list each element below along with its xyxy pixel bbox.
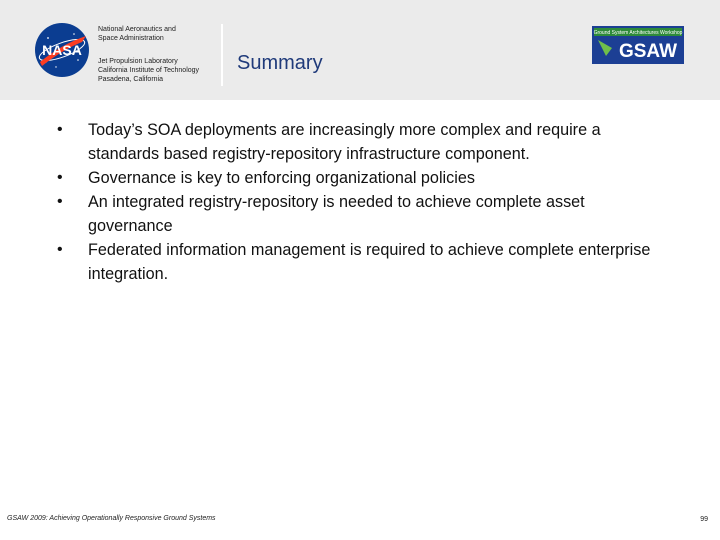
- footer-text: GSAW 2009: Achieving Operationally Responsive Ground Systems: [7, 515, 216, 522]
- agency-name-line1: National Aeronautics and: [98, 26, 176, 33]
- gsaw-logo: [592, 26, 684, 64]
- slide-title: Summary: [237, 52, 323, 74]
- lab-name-line2: California Institute of Technology: [98, 67, 200, 74]
- lab-name: [98, 57, 228, 84]
- bullet-item: [55, 190, 665, 238]
- bullet-text: Federated information management is required to achieve complete enterprise integration.: [88, 241, 651, 283]
- bullet-icon: •: [57, 121, 63, 138]
- header-divider: [221, 24, 223, 86]
- gsaw-logo-text: GSAW: [618, 41, 678, 62]
- slide-header: [0, 0, 720, 100]
- page-number: 99: [700, 516, 708, 523]
- bullet-icon: •: [57, 169, 63, 186]
- bullet-text: Governance is key to enforcing organizational policies: [88, 169, 475, 187]
- lab-name-line1: Jet Propulsion Laboratory: [98, 58, 178, 65]
- nasa-logo: [34, 22, 90, 78]
- bullet-text: Today’s SOA deployments are increasingly more complex and require a standards based registry-repository infrastructure component.: [88, 121, 601, 163]
- agency-name: [98, 25, 218, 43]
- bullet-text: An integrated registry-repository is needed to achieve complete asset governance: [88, 193, 585, 235]
- nasa-logo-text: NASA: [42, 42, 82, 58]
- lab-name-line3: Pasadena, California: [98, 76, 163, 83]
- bullet-item: [55, 238, 665, 286]
- bullet-icon: •: [57, 193, 63, 210]
- gsaw-logo-subtext: Ground System Architectures Workshop: [593, 30, 683, 36]
- agency-name-line2: Space Administration: [98, 35, 164, 42]
- summary-bullet-list: [55, 118, 665, 286]
- bullet-item: [55, 166, 665, 190]
- bullet-item: [55, 118, 665, 166]
- bullet-icon: •: [57, 241, 63, 258]
